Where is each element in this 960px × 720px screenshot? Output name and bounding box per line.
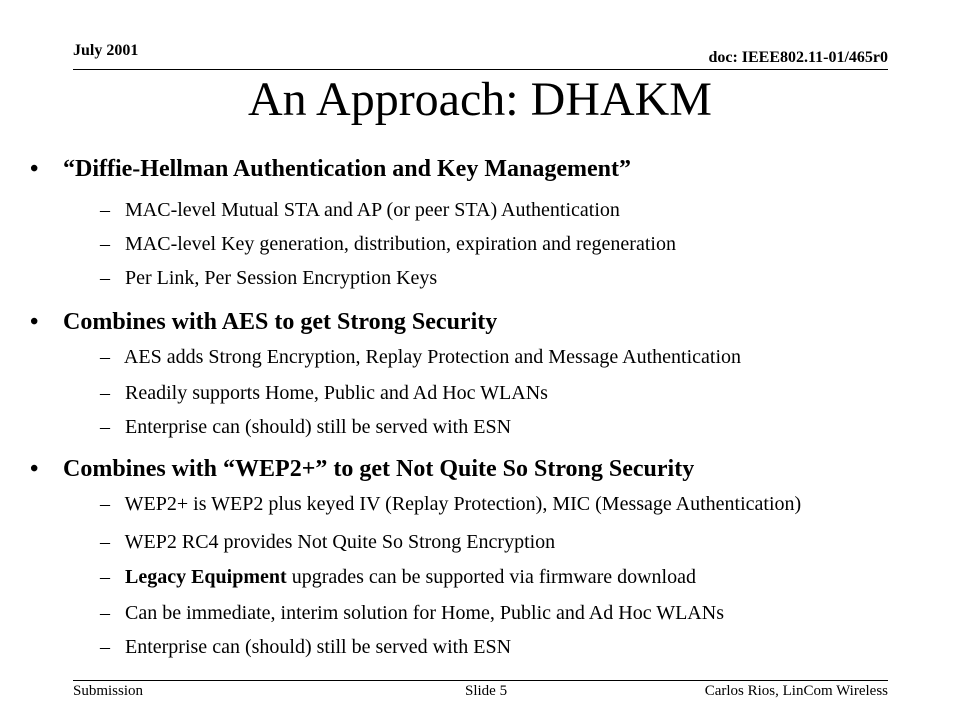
subitem-text: Readily supports Home, Public and Ad Hoc WLANs <box>125 382 548 404</box>
dash-glyph: – <box>100 416 110 438</box>
subitem-text: Enterprise can (should) still be served with ESN <box>125 636 512 658</box>
bullet-text: Combines with “WEP2+” to get Not Quite So Strong Security <box>63 456 695 482</box>
bullet-glyph: • <box>30 456 39 482</box>
bullet-glyph: • <box>30 156 39 182</box>
subitem-text: Per Link, Per Session Encryption Keys <box>125 267 438 289</box>
footer-slide-number: Slide 5 <box>465 683 508 699</box>
footer-submission: Submission <box>73 683 144 699</box>
subitem-text: WEP2 RC4 provides Not Quite So Strong Encryption <box>124 531 556 553</box>
subitem-text: Can be immediate, interim solution for Home, Public and Ad Hoc WLANs <box>125 602 724 624</box>
dash-glyph: – <box>100 566 110 588</box>
dash-glyph: – <box>100 382 110 404</box>
subitem-readily-supports <box>100 380 548 406</box>
bullet-text: “Diffie-Hellman Authentication and Key Management” <box>63 156 631 182</box>
header-date: July 2001 <box>73 42 139 59</box>
subitem-per-link-keys <box>100 265 437 291</box>
dash-glyph: – <box>100 636 110 658</box>
dash-glyph: – <box>100 267 110 289</box>
dash-glyph: – <box>100 233 110 255</box>
bullet-text: Combines with AES to get Strong Security <box>63 309 498 335</box>
dash-glyph: – <box>100 199 110 221</box>
footer-author: Carlos Rios, LinCom Wireless <box>704 683 888 699</box>
subitem-wep2plus-def <box>100 491 801 517</box>
footer-rule <box>73 680 888 681</box>
dash-glyph: – <box>100 493 110 515</box>
legacy-equipment-emphasis: Legacy Equipment <box>125 566 287 588</box>
subitem-text: Enterprise can (should) still be served with ESN <box>125 416 512 438</box>
subitem-enterprise-esn <box>100 414 511 440</box>
dash-glyph: – <box>100 346 110 368</box>
subitem-wep2-rc4 <box>100 529 555 555</box>
subitem-mutual-auth <box>100 197 620 223</box>
dash-glyph: – <box>100 531 110 553</box>
subitem-aes-adds <box>100 344 741 370</box>
header-doc-id: doc: IEEE802.11-01/465r0 <box>708 49 888 66</box>
slide-title: An Approach: DHAKM <box>248 73 712 126</box>
subitem-text: WEP2+ is WEP2 plus keyed IV (Replay Protection), MIC (Message Authentication) <box>124 493 802 515</box>
subitem-enterprise-esn-2 <box>100 634 511 660</box>
dash-glyph: – <box>100 602 110 624</box>
subitem-text: AES adds Strong Encryption, Replay Protection and Message Authentication <box>123 346 742 368</box>
bullet-glyph: • <box>30 309 39 335</box>
subitem-interim-solution <box>100 600 724 626</box>
subitem-text: MAC-level Mutual STA and AP (or peer STA) Authentication <box>125 199 620 221</box>
subitem-text: upgrades can be supported via firmware download <box>291 566 696 588</box>
subitem-legacy-equipment <box>100 564 696 590</box>
subitem-text: MAC-level Key generation, distribution, expiration and regeneration <box>125 233 676 255</box>
subitem-key-generation <box>100 231 676 257</box>
